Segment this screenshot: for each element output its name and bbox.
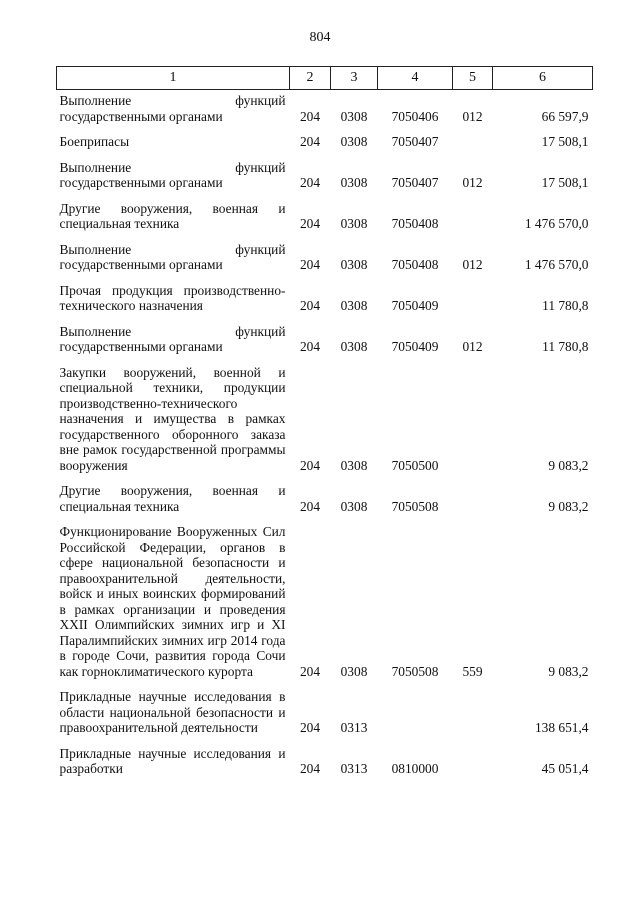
table-row — [57, 318, 593, 359]
row-col-3: 0308 — [340, 457, 368, 473]
table-row — [57, 128, 593, 154]
row-col-4: 7050407 — [391, 134, 439, 149]
row-col-4: 7050408 — [391, 216, 439, 231]
row-col-4: 7050408 — [391, 257, 439, 272]
header-col-1: 1 — [57, 67, 290, 90]
row-col-2: 204 — [299, 175, 321, 190]
row-col-5 — [453, 359, 493, 478]
header-col-3: 3 — [331, 67, 378, 90]
row-name: Прикладные научные исследования и разработки — [59, 745, 286, 776]
table-row — [57, 477, 593, 518]
table-row — [57, 740, 593, 781]
row-col-3: 0308 — [340, 134, 368, 149]
row-col-2: 204 — [299, 457, 321, 473]
row-col-4: 7050500 — [391, 457, 439, 473]
table-row — [57, 518, 593, 683]
row-col-5: 012 — [462, 175, 483, 190]
row-name: Выполнение функций государственными органами — [59, 159, 286, 190]
row-col-5 — [453, 277, 493, 318]
row-col-4: 7050508 — [391, 498, 439, 514]
row-amount: 17 508,1 — [541, 134, 589, 149]
row-amount: 9 083,2 — [548, 457, 589, 473]
row-col-2: 204 — [299, 108, 321, 124]
row-col-5: 012 — [462, 339, 483, 354]
row-col-4: 7050508 — [391, 663, 439, 679]
row-name: Выполнение функций государственными органами — [59, 93, 286, 124]
row-col-3: 0308 — [340, 498, 368, 514]
header-col-5: 5 — [453, 67, 493, 90]
row-col-4: 7050409 — [391, 339, 439, 354]
row-amount: 138 651,4 — [534, 720, 589, 735]
row-amount: 11 780,8 — [542, 298, 589, 313]
row-col-2: 204 — [299, 298, 321, 313]
row-name: Выполнение функций государственными органами — [59, 323, 286, 354]
row-col-3: 0308 — [340, 339, 368, 354]
row-col-3: 0308 — [340, 216, 368, 231]
row-name: Другие вооружения, военная и специальная техника — [59, 483, 286, 514]
header-col-6: 6 — [493, 67, 593, 90]
table-row — [57, 683, 593, 740]
row-col-2: 204 — [299, 257, 321, 272]
row-name: Другие вооружения, военная и специальная техника — [59, 200, 286, 231]
table-row — [57, 236, 593, 277]
row-col-5 — [453, 195, 493, 236]
header-col-4: 4 — [378, 67, 453, 90]
row-col-2: 204 — [299, 663, 321, 679]
row-col-4: 7050409 — [391, 298, 439, 313]
row-name: Функционирование Вооруженных Сил Российской Федерации, органов в сфере национальной безопасности и правоохранительной деятельности, войск и иных воинских формирований в рамках организации и проведения XXII Олимпийских зимних игр и XI Паралимпийских зимних игр 2014 года в городе Сочи, развития города Сочи как горноклиматического курорта — [59, 524, 286, 679]
row-name: Боеприпасы — [59, 134, 130, 149]
row-col-2: 204 — [299, 216, 321, 231]
row-col-4: 0810000 — [391, 761, 439, 776]
row-name: Выполнение функций государственными органами — [59, 241, 286, 272]
row-col-2: 204 — [299, 339, 321, 354]
row-amount: 45 051,4 — [541, 761, 589, 776]
row-col-4: 7050406 — [391, 108, 439, 124]
row-col-3: 0308 — [340, 663, 368, 679]
row-amount: 9 083,2 — [548, 663, 589, 679]
row-col-3: 0308 — [340, 108, 368, 124]
row-col-2: 204 — [299, 134, 321, 149]
row-col-2: 204 — [299, 720, 321, 735]
row-col-2: 204 — [299, 761, 321, 776]
table-row — [57, 90, 593, 129]
row-col-3: 0313 — [340, 720, 368, 735]
row-amount: 9 083,2 — [548, 498, 589, 514]
row-amount: 66 597,9 — [541, 108, 589, 124]
table-row — [57, 154, 593, 195]
row-col-4 — [378, 683, 453, 740]
row-col-5 — [453, 683, 493, 740]
row-name: Прочая продукция производственно-технического назначения — [59, 282, 286, 313]
row-col-5: 012 — [462, 108, 483, 124]
table-row — [57, 359, 593, 478]
page-number: 804 — [309, 30, 331, 45]
row-amount: 17 508,1 — [541, 175, 589, 190]
header-row — [57, 67, 593, 90]
row-col-3: 0308 — [340, 257, 368, 272]
table-row — [57, 195, 593, 236]
table-header — [57, 67, 593, 90]
row-col-3: 0308 — [340, 298, 368, 313]
row-col-5 — [453, 477, 493, 518]
row-col-4: 7050407 — [391, 175, 439, 190]
row-amount: 1 476 570,0 — [524, 257, 589, 272]
row-col-3: 0308 — [340, 175, 368, 190]
row-col-3: 0313 — [340, 761, 368, 776]
row-col-5 — [453, 740, 493, 781]
row-col-5: 559 — [462, 663, 483, 679]
row-col-5 — [453, 128, 493, 154]
budget-table — [56, 66, 593, 781]
row-name: Прикладные научные исследования в области национальной безопасности и правоохранительной деятельности — [59, 689, 286, 735]
row-amount: 11 780,8 — [542, 339, 589, 354]
row-col-5: 012 — [462, 257, 483, 272]
row-amount: 1 476 570,0 — [524, 216, 589, 231]
row-col-2: 204 — [299, 498, 321, 514]
row-name: Закупки вооружений, военной и специальной техники, продукции производственно-технического назначения и имущества в рамках государственного оборонного заказа вне рамок государственной программы вооружения — [59, 364, 286, 473]
header-col-2: 2 — [290, 67, 331, 90]
table-row — [57, 277, 593, 318]
table-body — [57, 90, 593, 781]
